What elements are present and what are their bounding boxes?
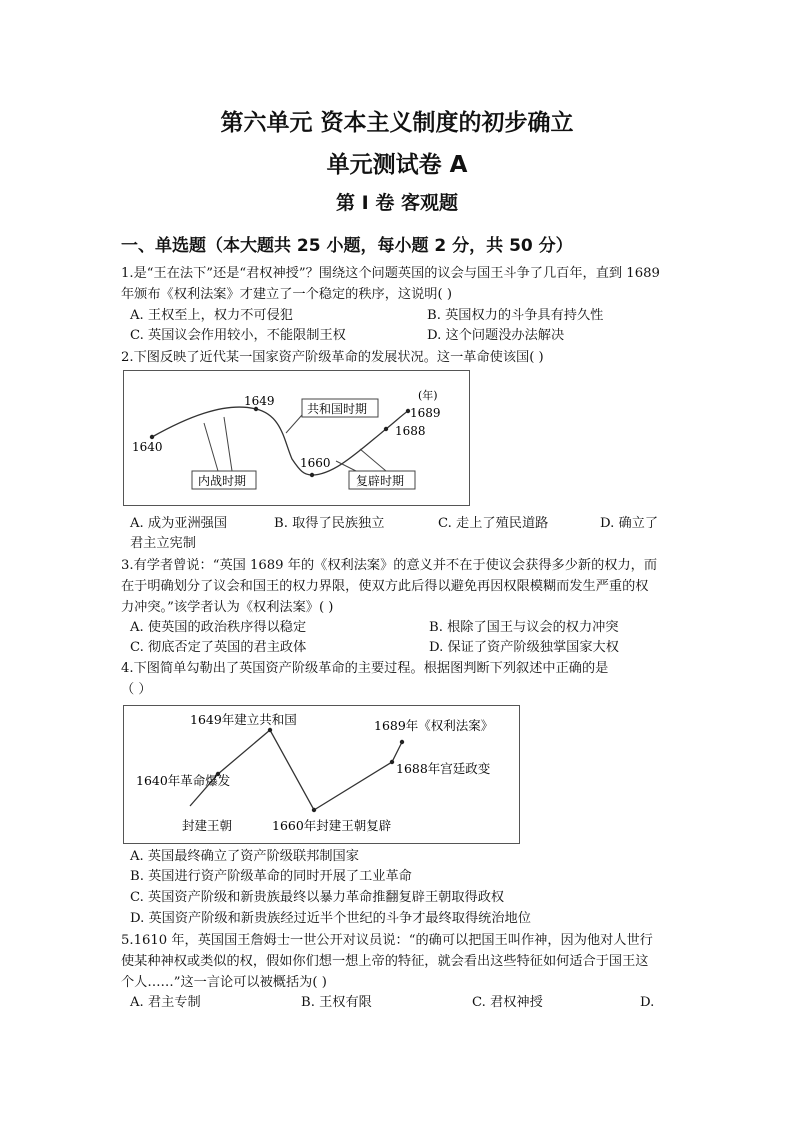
q1-option-b: B. 英国权力的斗争具有持久性 bbox=[427, 308, 604, 323]
q1-option-c: C. 英国议会作用较小，不能限制王权 bbox=[130, 328, 346, 343]
q4-label-coup: 1688年宫廷政变 bbox=[396, 761, 491, 776]
q4-timeline-diagram bbox=[124, 706, 519, 843]
q3-option-b: B. 根除了国王与议会的权力冲突 bbox=[429, 620, 619, 635]
q4-option-d: D. 英国资产阶级和新贵族经过近半个世纪的斗争才最终取得统治地位 bbox=[130, 911, 531, 926]
q2-label-1640: 1640 bbox=[132, 440, 163, 454]
q2-republic-label: 共和国时期 bbox=[307, 402, 368, 416]
q4-point-1689 bbox=[400, 740, 404, 744]
q2-figure bbox=[123, 370, 470, 506]
q4-label-feudal: 封建王朝 bbox=[182, 818, 233, 833]
q2-label-1689: 1689 bbox=[410, 406, 441, 420]
q4-label-republic: 1649年建立共和国 bbox=[190, 712, 297, 727]
q2-label-1688: 1688 bbox=[395, 424, 426, 438]
q2-option-d: D. 确立了 bbox=[600, 516, 659, 531]
q2-year-unit: (年) bbox=[418, 389, 438, 402]
q5-stem-line1: 5.1610 年，英国国王詹姆士一世公开对议员说：“的确可以把国王叫作神，因为他对人世行 bbox=[121, 933, 653, 948]
q2-label-1649: 1649 bbox=[244, 394, 275, 408]
q4-history-line bbox=[190, 730, 402, 810]
q2-point-1640 bbox=[150, 435, 154, 439]
q1-option-a: A. 王权至上，权力不可侵犯 bbox=[130, 308, 293, 323]
q1-stem-line2: 年颁布《权利法案》才建立了一个稳定的秩序，这说明( ) bbox=[121, 287, 452, 302]
q2-restoration-label: 复辟时期 bbox=[356, 474, 405, 488]
q4-point-1649 bbox=[268, 728, 272, 732]
section-heading: 一、单选题（本大题共 25 小题，每小题 2 分，共 50 分） bbox=[121, 236, 573, 256]
q3-stem-line3: 力冲突。”该学者认为《权利法案》( ) bbox=[121, 600, 334, 615]
q2-civil-war-pointer-2 bbox=[224, 417, 232, 471]
q2-option-c: C. 走上了殖民道路 bbox=[438, 516, 549, 531]
q2-timeline-diagram bbox=[124, 371, 469, 505]
q4-point-1688 bbox=[390, 760, 394, 764]
q4-stem-line1: 4.下图简单勾勒出了英国资产阶级革命的主要过程。根据图判断下列叙述中正确的是 bbox=[121, 661, 609, 676]
q2-stem-line1: 2.下图反映了近代某一国家资产阶级革命的发展状况。这一革命使该国( ) bbox=[121, 350, 544, 365]
q2-label-1660: 1660 bbox=[300, 456, 331, 470]
q2-civil-war-label: 内战时期 bbox=[198, 474, 247, 488]
unit-title: 第六单元 资本主义制度的初步确立 bbox=[220, 110, 574, 136]
q5-stem-line3: 个人……”这一言论可以被概括为( ) bbox=[121, 975, 327, 990]
q2-option-d-continued: 君主立宪制 bbox=[130, 536, 196, 551]
q2-point-1688 bbox=[384, 427, 388, 431]
q2-republic-pointer bbox=[286, 415, 302, 433]
q4-option-a: A. 英国最终确立了资产阶级联邦制国家 bbox=[130, 849, 359, 864]
q3-option-c: C. 彻底否定了英国的君主政体 bbox=[130, 640, 307, 655]
q2-point-1660 bbox=[310, 473, 314, 477]
q3-stem-line2: 在于明确划分了议会和国王的权力界限，使双方此后得以避免再因权限模糊而发生严重的权 bbox=[121, 579, 649, 594]
q4-figure bbox=[123, 705, 520, 844]
q2-civil-war-pointer-1 bbox=[204, 423, 218, 471]
q5-option-a: A. 君主专制 bbox=[130, 995, 201, 1010]
q4-label-bill: 1689年《权利法案》 bbox=[374, 718, 494, 733]
q4-option-b: B. 英国进行资产阶级革命的同时开展了工业革命 bbox=[130, 869, 412, 884]
q3-option-d: D. 保证了资产阶级独掌国家大权 bbox=[429, 640, 619, 655]
q1-stem-line1: 1.是“王在法下”还是“君权神授”？围绕这个问题英国的议会与国王斗争了几百年，直到 1689 bbox=[121, 266, 660, 281]
q1-option-d: D. 这个问题没办法解决 bbox=[427, 328, 565, 343]
q5-stem-line2: 使某种神权或类似的权，假如你们想一想上帝的特征，就会看出这些特征如何适合于国王这 bbox=[121, 954, 649, 969]
q3-stem-line1: 3.有学者曾说：“英国 1689 年的《权利法案》的意义并不在于使议会获得多少新的权力，而 bbox=[121, 558, 658, 573]
part-title: 第 I 卷 客观题 bbox=[336, 192, 458, 214]
q2-option-b: B. 取得了民族独立 bbox=[274, 516, 385, 531]
q3-option-a: A. 使英国的政治秩序得以稳定 bbox=[130, 620, 307, 635]
paper-title: 单元测试卷 A bbox=[326, 152, 468, 178]
q4-label-restoration: 1660年封建王朝复辟 bbox=[272, 818, 392, 833]
q4-point-1660 bbox=[312, 808, 316, 812]
q4-stem-line2: （ ） bbox=[121, 682, 152, 697]
q5-option-d: D. bbox=[640, 995, 655, 1010]
q5-option-b: B. 王权有限 bbox=[301, 995, 372, 1010]
q2-restoration-pointer-2 bbox=[360, 449, 386, 471]
q5-option-c: C. 君权神授 bbox=[472, 995, 543, 1010]
q2-option-a: A. 成为亚洲强国 bbox=[130, 516, 228, 531]
q4-label-revolution: 1640年革命爆发 bbox=[136, 773, 231, 788]
q4-option-c: C. 英国资产阶级和新贵族最终以暴力革命推翻复辟王朝取得政权 bbox=[130, 890, 505, 905]
